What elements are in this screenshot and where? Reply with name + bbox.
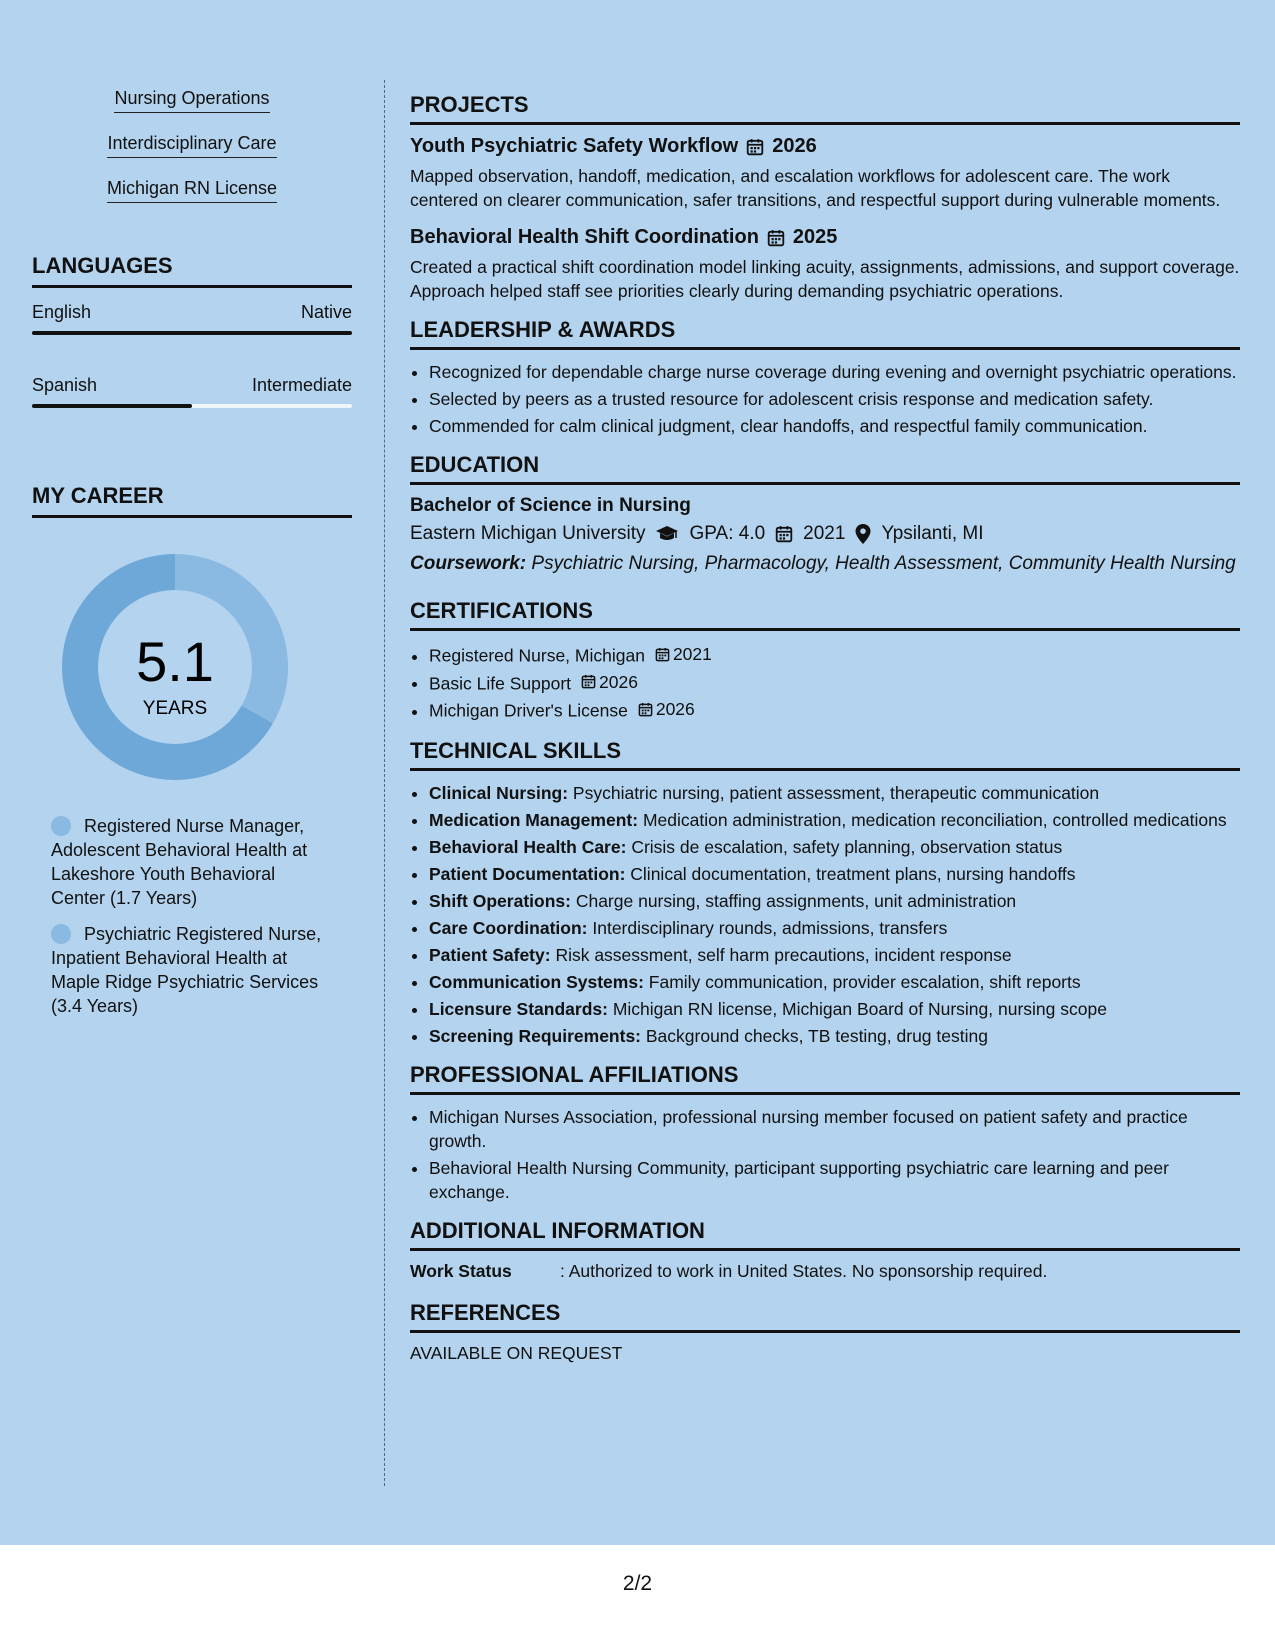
skill-label: Behavioral Health Care: bbox=[429, 836, 627, 857]
leadership-list bbox=[410, 360, 1240, 438]
education-year: 2021 bbox=[803, 523, 846, 544]
work-status-label: Work Status bbox=[410, 1260, 512, 1281]
certifications-list bbox=[410, 641, 1240, 724]
language-english bbox=[32, 302, 352, 335]
tag-item bbox=[32, 125, 352, 170]
page-number: 2/2 bbox=[622, 1572, 653, 1595]
skill-item bbox=[429, 862, 1240, 886]
certification-year: 2021 bbox=[672, 644, 712, 664]
education-school: Eastern Michigan University bbox=[410, 523, 646, 544]
calendar-icon bbox=[655, 647, 670, 662]
skill-item bbox=[429, 970, 1240, 994]
skill-label: Patient Safety: bbox=[429, 944, 551, 965]
skill-item bbox=[429, 1024, 1240, 1048]
project-title: Youth Psychiatric Safety Workflow bbox=[410, 135, 739, 157]
career-dot-icon bbox=[51, 924, 71, 944]
skill-text: Michigan RN license, Michigan Board of Nursing, nursing scope bbox=[612, 998, 1107, 1019]
skill-item bbox=[429, 835, 1240, 859]
skill-text: Interdisciplinary rounds, admissions, transfers bbox=[592, 917, 948, 938]
language-proficiency-fill bbox=[32, 404, 192, 408]
tag-item bbox=[32, 80, 352, 125]
project-title: Behavioral Health Shift Coordination bbox=[410, 226, 759, 248]
location-pin-icon bbox=[855, 524, 871, 544]
skill-text: Charge nursing, staffing assignments, unit administration bbox=[575, 890, 1017, 911]
list-item: • Recognized for dependable charge nurse coverage during evening and overnight psychiatric operations. bbox=[429, 360, 1240, 384]
language-spanish bbox=[32, 375, 352, 408]
calendar-icon bbox=[638, 702, 653, 717]
skill-text: Psychiatric nursing, patient assessment, therapeutic communication bbox=[572, 782, 1100, 803]
column-divider bbox=[384, 80, 385, 1486]
career-item bbox=[32, 922, 326, 1018]
skill-label: Clinical Nursing: bbox=[429, 782, 569, 803]
calendar-icon bbox=[746, 138, 764, 156]
skill-text: Background checks, TB testing, drug testing bbox=[645, 1025, 988, 1046]
languages-heading: LANGUAGES bbox=[32, 253, 352, 288]
skill-label: Care Coordination: bbox=[429, 917, 588, 938]
career-dot-icon bbox=[51, 816, 71, 836]
language-name: Spanish bbox=[32, 375, 98, 395]
education-gpa: GPA: 4.0 bbox=[689, 523, 766, 544]
skill-text: Family communication, provider escalation, shift reports bbox=[648, 971, 1081, 992]
graduation-cap-icon bbox=[655, 525, 679, 543]
education-details bbox=[410, 523, 1240, 545]
career-years-label: YEARS bbox=[142, 698, 208, 719]
left-column bbox=[32, 80, 352, 1030]
language-proficiency-bar bbox=[32, 404, 352, 408]
career-item-text: Psychiatric Registered Nurse, Inpatient Behavioral Health at Maple Ridge Psychiatric Services (3.4 Years) bbox=[51, 924, 322, 1016]
skill-text: Medication administration, medication reconciliation, controlled medications bbox=[642, 809, 1227, 830]
certification-year: 2026 bbox=[655, 699, 695, 719]
calendar-icon bbox=[775, 525, 793, 543]
references-heading: REFERENCES bbox=[410, 1300, 1240, 1333]
skill-item bbox=[429, 997, 1240, 1021]
skill-label: Patient Documentation: bbox=[429, 863, 626, 884]
project-description: Created a practical shift coordination model linking acuity, assignments, admissions, and support coverage. Approach helped staff see priorities clearly during demanding psychiatric operations. bbox=[410, 257, 1240, 301]
certification-item bbox=[429, 641, 1240, 669]
language-level: Intermediate bbox=[251, 375, 352, 395]
certification-name: Registered Nurse, Michigan bbox=[429, 645, 645, 666]
tag-label: Nursing Operations bbox=[114, 88, 269, 113]
list-item: • Michigan Nurses Association, professional nursing member focused on patient safety and practice growth. bbox=[429, 1105, 1240, 1153]
language-proficiency-bar bbox=[32, 331, 352, 335]
references-text: AVAILABLE ON REQUEST bbox=[410, 1342, 623, 1363]
career-years-value: 5.1 bbox=[136, 630, 214, 693]
education-heading: EDUCATION bbox=[410, 452, 1240, 485]
list-item: • Selected by peers as a trusted resource for adolescent crisis response and medication safety. bbox=[429, 387, 1240, 411]
tag-item bbox=[32, 170, 352, 215]
work-status-row bbox=[410, 1261, 1240, 1282]
skill-label: Screening Requirements: bbox=[429, 1025, 641, 1046]
additional-info-heading: ADDITIONAL INFORMATION bbox=[410, 1218, 1240, 1251]
coursework-label: Coursework: bbox=[410, 553, 527, 574]
skill-item bbox=[429, 889, 1240, 913]
skill-item bbox=[429, 916, 1240, 940]
right-column bbox=[410, 92, 1240, 1364]
project-year: 2026 bbox=[772, 135, 817, 157]
certification-item bbox=[429, 696, 1240, 724]
skills-heading: TECHNICAL SKILLS bbox=[410, 738, 1240, 771]
certification-name: Basic Life Support bbox=[429, 673, 572, 693]
education-location: Ypsilanti, MI bbox=[881, 523, 984, 544]
calendar-icon bbox=[581, 674, 596, 689]
tag-label: Interdisciplinary Care bbox=[107, 133, 276, 158]
language-level: Native bbox=[300, 302, 352, 322]
affiliations-list bbox=[410, 1105, 1240, 1204]
language-name: English bbox=[32, 302, 92, 322]
education-coursework bbox=[410, 551, 1240, 576]
skill-label: Licensure Standards: bbox=[429, 998, 608, 1019]
skill-text: Risk assessment, self harm precautions, incident response bbox=[555, 944, 1012, 965]
language-proficiency-fill bbox=[32, 331, 352, 335]
work-status-value: : Authorized to work in United States. No sponsorship required. bbox=[560, 1260, 1048, 1281]
skill-label: Shift Operations: bbox=[429, 890, 571, 911]
tag-label: Michigan RN License bbox=[107, 178, 277, 203]
skill-label: Communication Systems: bbox=[429, 971, 644, 992]
affiliations-heading: PROFESSIONAL AFFILIATIONS bbox=[410, 1062, 1240, 1095]
skill-item bbox=[429, 943, 1240, 967]
career-item-text: Registered Nurse Manager, Adolescent Behavioral Health at Lakeshore Youth Behavioral Center (1.7 Years) bbox=[51, 816, 308, 908]
projects-heading: PROJECTS bbox=[410, 92, 1240, 125]
skill-item bbox=[429, 781, 1240, 805]
skills-list bbox=[410, 781, 1240, 1048]
career-item bbox=[32, 814, 326, 910]
education-degree: Bachelor of Science in Nursing bbox=[410, 495, 691, 516]
career-heading: MY CAREER bbox=[32, 483, 352, 518]
project-year: 2025 bbox=[792, 226, 838, 248]
calendar-icon bbox=[767, 229, 785, 247]
project-item bbox=[410, 226, 1240, 303]
certification-item bbox=[429, 669, 1240, 697]
project-description: Mapped observation, handoff, medication, and escalation workflows for adolescent care. The work centered on clearer communication, safer transitions, and respectful support during vulnerable moments. bbox=[410, 166, 1221, 210]
list-item: • Behavioral Health Nursing Community, participant supporting psychiatric care learning and peer exchange. bbox=[429, 1156, 1240, 1204]
certification-name: Michigan Driver's License bbox=[429, 700, 628, 721]
skill-label: Medication Management: bbox=[429, 809, 639, 830]
project-item bbox=[410, 135, 1240, 212]
skill-text: Clinical documentation, treatment plans, nursing handoffs bbox=[630, 863, 1076, 884]
list-item: • Commended for calm clinical judgment, clear handoffs, and respectful family communication. bbox=[429, 414, 1240, 438]
skill-item bbox=[429, 808, 1240, 832]
certifications-heading: CERTIFICATIONS bbox=[410, 598, 1240, 631]
career-donut-chart bbox=[62, 554, 288, 780]
coursework-text: Psychiatric Nursing, Pharmacology, Health Assessment, Community Health Nursing bbox=[531, 553, 1236, 574]
leadership-heading: LEADERSHIP & AWARDS bbox=[410, 317, 1240, 350]
certification-year: 2026 bbox=[599, 671, 638, 692]
skill-text: Crisis de escalation, safety planning, observation status bbox=[631, 836, 1063, 857]
